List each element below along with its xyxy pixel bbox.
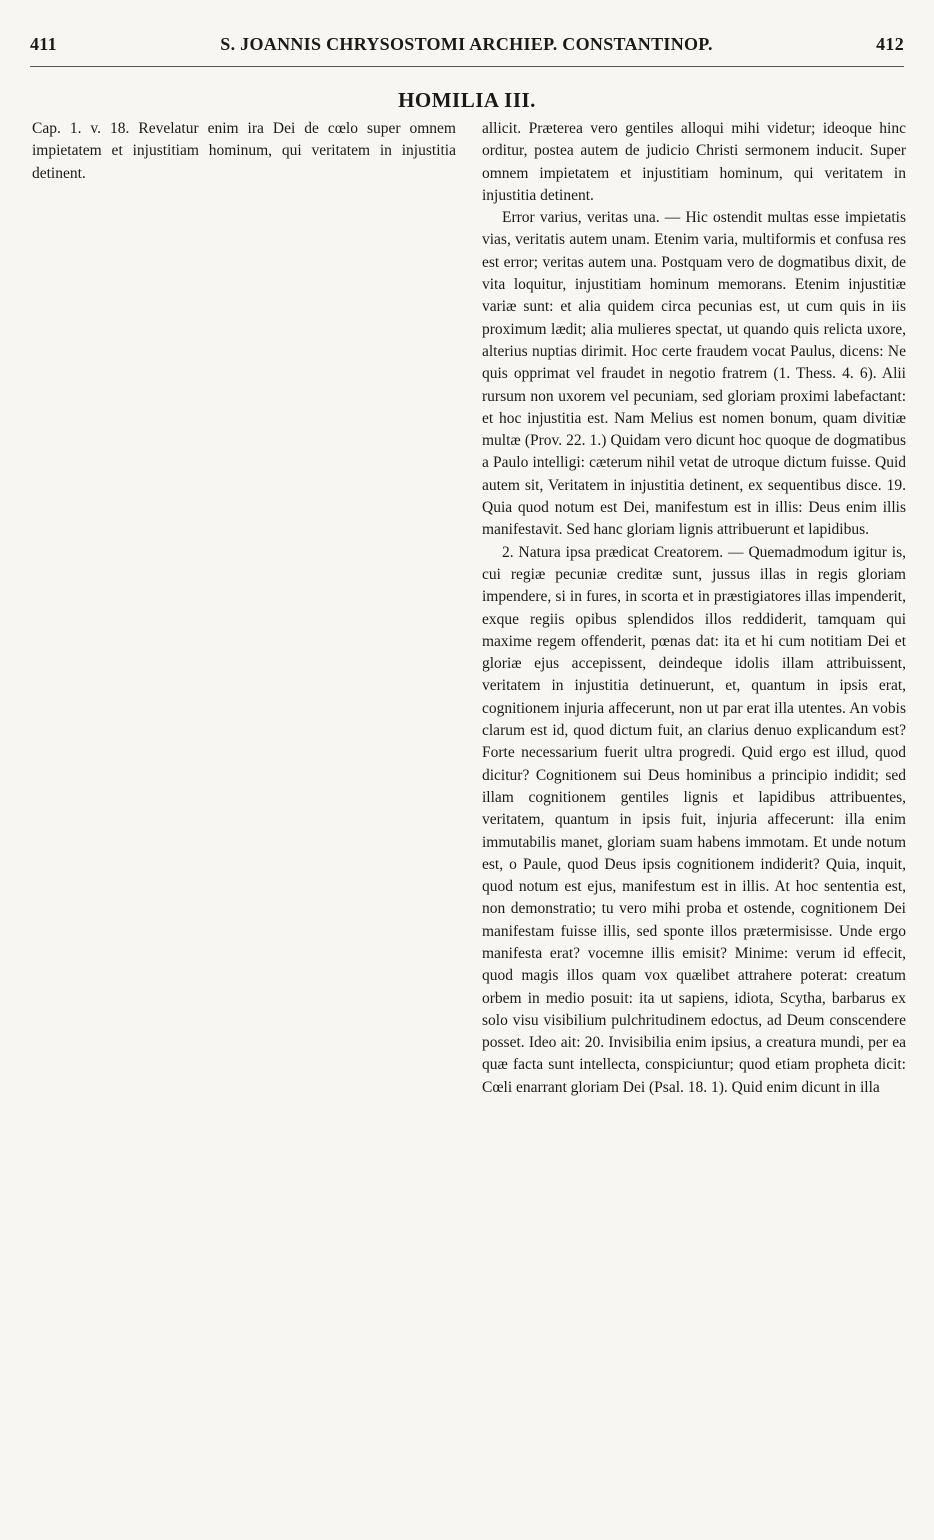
paragraph: Error varius, veritas una. — Hic ostendit multas esse impietatis vias, veritatis autem unam. Etenim varia, multiformis et confusa res est error; veritas autem una. Postquam vero de dogmatibus dixit, de vita loquitur, injustitiam hominum memorans. Etenim injustitiæ variæ sunt: et alia quidem circa pecunias est, ut cum quis in iis proximum lædit; alia mulieres spectat, ut quando quis relicta uxore, alterius nuptias dirimit. Hoc certe fraudem vocat Paulus, dicens: Ne quis opprimat vel fraudet in negotio fratrem (1. Thess. 4. 6). Alii rursum non uxorem vel pecuniam, sed gloriam proximi labefactant: et hoc injustitia est. Nam Melius est nomen bonum, quam divitiæ multæ (Prov. 22. 1.) Quidam vero dicunt hoc quoque de dogmatibus a Paulo intelligi: cæterum nihil vetat de utroque dictum fuisse. Quid autem sit, Veritatem in injustitia detinent, ex sequentibus disce. 19. Quia quod notum est Dei, manifestum est in illis: Deus enim illis manifestavit. Sed hanc gloriam lignis attribuerunt et lapidibus. bbox=[482, 209, 906, 539]
paragraph: 2. Natura ipsa prædicat Creatorem. — Quemadmodum igitur is, cui regiæ pecuniæ creditæ sunt, jussus illas in regis gloriam impendere, si in fures, in scorta et in præstigiatores illas impenderit, exque regiis opibus splendidos illos reddiderit, tamquam qui maxime regem offenderit, pœnas dat: ita et hi cum notitiam Dei et gloriæ ejus accepissent, deindeque idolis illam attribuissent, veritatem in injustitia detinuerunt, et, quantum in ipsis erat, cognitionem injuria affecerunt, non ut par erat illa utentes. An vobis clarum est id, quod dictum fuit, an clarius denuo explicandum est? Forte necessarium fuerit ultra progredi. Quid ergo est illud, quod dicitur? Cognitionem sui Deus hominibus a principio indidit; sed illam cognitionem gentiles lignis et lapidibus attribuentes, veritatem, quantum in ipsis fuit, injuria affecerunt: illa enim immutabilis manet, gloriam suam habens immotam. Et unde notum est, o Paule, quod Deus ipsis cognitionem indiderit? Quia, inquit, quod notum est ejus, manifestum est in illis. At hoc sententia est, non demonstratio; tu vero mihi proba et ostende, cognitionem Dei manifestam fuisse illis, sed sponte illos prætermisisse. Unde ergo manifesta erat? vocemne illis emisit? Minime: verum id effecit, quod magis illos quam vox quælibet attrahere poterat: creatum orbem in medio posuit: ita ut sapiens, idiota, Scytha, barbarus ex solo visu visibilium pulchritudinem edoctus, ad Deum conscendere posset. Ideo ait: 20. Invisibilia enim ipsius, a creatura mundi, per ea quæ facta sunt intellecta, conspiciuntur; quod etiam propheta dicit: Cœli enarrant gloriam Dei (Psal. 18. 1). Quid enim dicunt in illa bbox=[482, 543, 906, 1096]
paragraph: allicit. Præterea vero gentiles alloqui mihi videtur; ideoque hinc orditur, postea autem de judicio Christi sermonem inducit. Super omnem impietatem et injustitiam hominum, qui veritatem in injustitia detinent. bbox=[482, 120, 906, 204]
running-head bbox=[30, 34, 904, 58]
paragraph: Cap. 1. v. 18. Revelatur enim ira Dei de cœlo super omnem impietatem et injustitiam hominum, qui veritatem in injustitia detinent. bbox=[32, 120, 456, 182]
page-number-right: 412 bbox=[876, 34, 904, 54]
left-column bbox=[32, 118, 456, 185]
running-title: S. JOANNIS CHRYSOSTOMI ARCHIEP. CONSTANTINOP. bbox=[220, 34, 713, 54]
header-rule bbox=[30, 66, 904, 67]
homily-title: HOMILIA III. bbox=[398, 88, 536, 112]
right-column bbox=[482, 118, 906, 1099]
page-number-left: 411 bbox=[30, 34, 57, 54]
